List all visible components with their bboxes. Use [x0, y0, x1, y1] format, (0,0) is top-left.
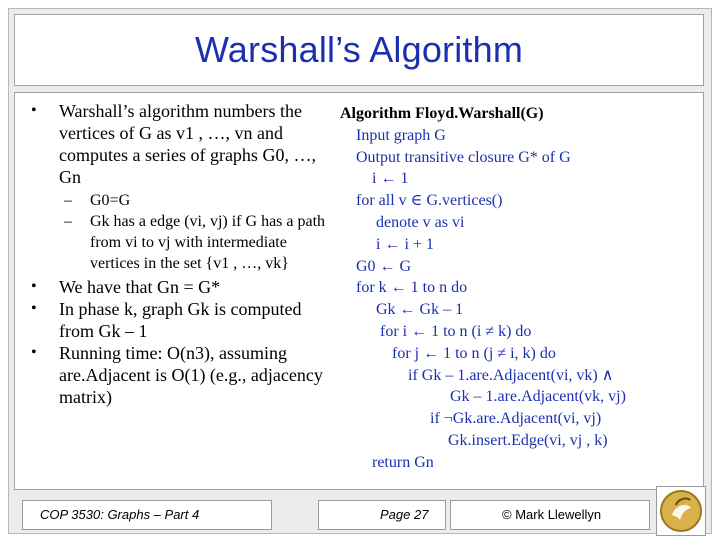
bullet-dot-icon: •	[31, 102, 37, 119]
algo-line-denote: denote v as vi	[376, 213, 465, 231]
algo-line-for-i: for i ← 1 to n (i ≠ k) do	[380, 322, 532, 340]
bullet-dot-icon: •	[31, 300, 37, 317]
subbullet-text: G0=G	[90, 192, 131, 209]
bullet-text: Running time: O(n3), assuming are.Adjacent is O(1) (e.g., adjacency matrix)	[59, 343, 323, 407]
algo-line-insert-edge: Gk.insert.Edge(vi, vj , k)	[448, 431, 608, 449]
algo-line-g0: G0 ← G	[356, 257, 412, 275]
subbullet-dash-icon: –	[64, 192, 72, 209]
footer-course-text: COP 3530: Graphs – Part 4	[40, 507, 200, 522]
algo-line-for-j: for j ← 1 to n (j ≠ i, k) do	[392, 344, 556, 362]
algo-line-input: Input graph G	[356, 126, 446, 144]
subbullet-g0	[28, 190, 328, 211]
bullet-text: We have that Gn = G*	[59, 277, 221, 297]
bullet-phase-k	[28, 298, 328, 342]
algo-line-gk-assign: Gk ← Gk – 1	[376, 301, 464, 319]
algo-line-output: Output transitive closure G* of G	[356, 148, 571, 166]
algo-line-i-init: i ← 1	[372, 170, 409, 188]
bullet-text: Warshall’s algorithm numbers the vertices of G as v1 , …, vn and computes a series of graphs G0, …, Gn	[59, 101, 316, 187]
title-box	[14, 14, 704, 86]
bullet-text: In phase k, graph Gk is computed from Gk – 1	[59, 299, 302, 341]
subbullet-dash-icon: –	[64, 213, 72, 230]
left-column	[28, 100, 328, 408]
algo-line-and-adjacent: Gk – 1.are.Adjacent(vk, vj)	[450, 388, 626, 406]
bullet-dot-icon: •	[31, 344, 37, 361]
footer-author-text: © Mark Llewellyn	[502, 507, 602, 522]
algo-line-i-incr: i ← i + 1	[376, 235, 434, 253]
ucf-pegasus-logo-icon	[656, 486, 706, 536]
subbullet-gk-edge	[28, 211, 328, 274]
algo-line-header: Algorithm Floyd.Warshall(G)	[340, 105, 544, 122]
bullet-running-time	[28, 342, 328, 408]
algo-line-for-all: for all v ∈ G.vertices()	[356, 192, 503, 210]
algorithm-block	[340, 103, 700, 474]
bullet-warshall-numbers	[28, 100, 328, 188]
bullet-gn-equals	[28, 276, 328, 298]
slide-title: Warshall’s Algorithm	[194, 29, 524, 70]
algo-line-for-k: for k ← 1 to n do	[356, 279, 468, 297]
algo-line-return: return Gn	[372, 453, 434, 471]
footer-page-text: Page 27	[380, 507, 429, 522]
subbullet-text: Gk has a edge (vi, vj) if G has a path from vi to vj with intermediate vertices in the set {v1 , …, vk}	[90, 213, 326, 272]
algo-line-if-not-adjacent: if ¬Gk.are.Adjacent(vi, vj)	[430, 410, 602, 428]
algo-line-if-adjacent: if Gk – 1.are.Adjacent(vi, vk) ∧	[408, 366, 614, 384]
bullet-dot-icon: •	[31, 278, 37, 295]
